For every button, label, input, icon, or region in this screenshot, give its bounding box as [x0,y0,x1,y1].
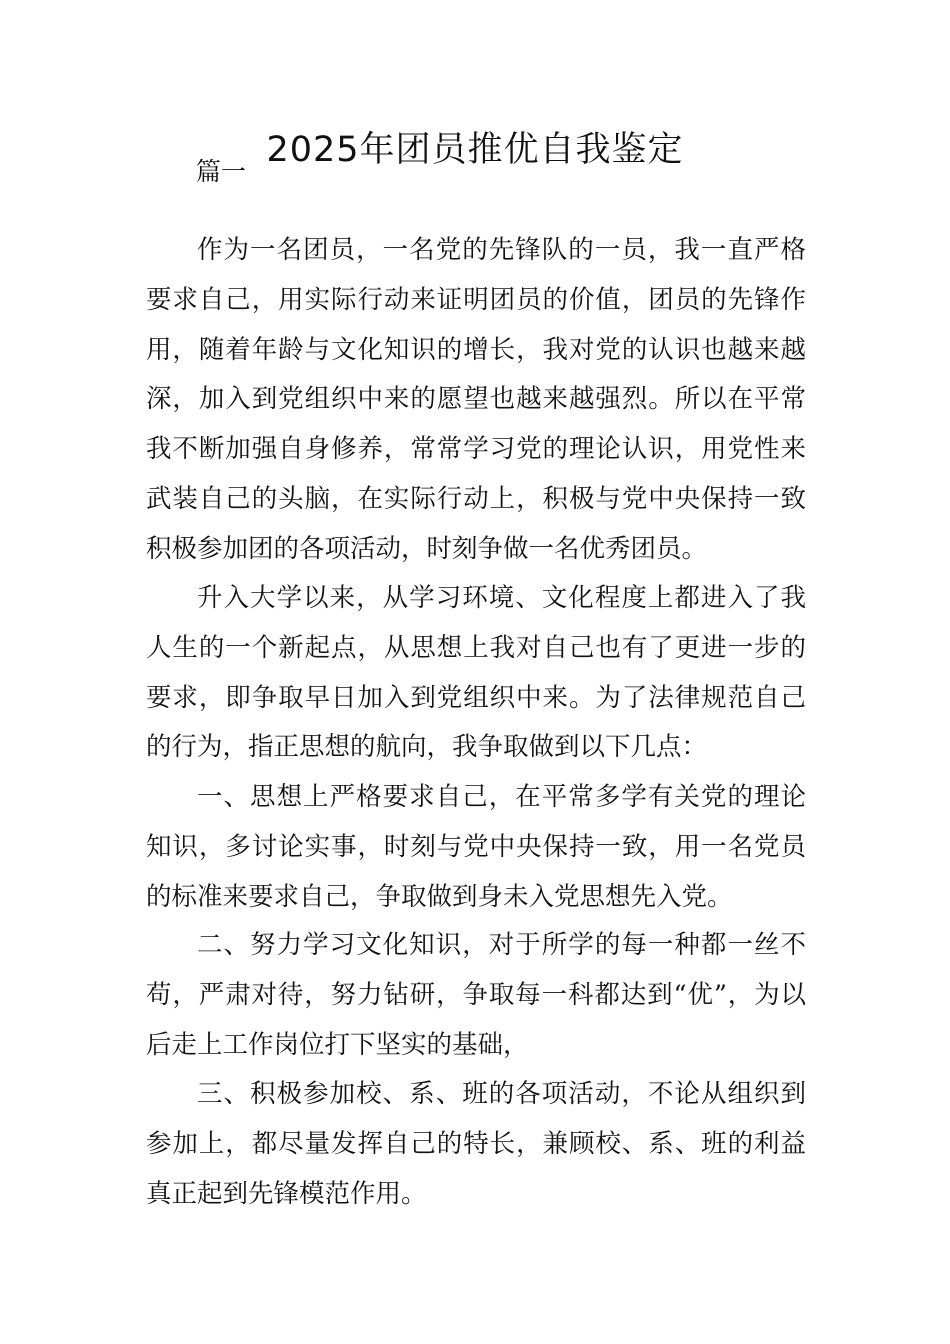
paragraph-5-block [146,1070,806,1219]
paragraph: 二、努力学习文化知识，对于所学的每一种都一丝不苟，严肃对待，努力钻研，争取每一科都达到“优”，为以后走上工作岗位打下坚实的基础， [146,930,806,1060]
section-label: 篇一 [196,157,247,186]
paragraph-1-block [146,226,806,575]
paragraph-3-block [146,773,806,922]
paragraph-4-block [146,921,806,1070]
paragraph: 升入大学以来，从学习环境、文化程度上都进入了我人生的一个新起点，从思想上我对自己也有了更进一步的要求，即争取早日加入到党组织中来。为了法律规范自己的行为，指正思想的航向，我争取做到以下几点： [146,583,806,763]
paragraph: 一、思想上严格要求自己，在平常多学有关党的理论知识，多讨论实事，时刻与党中央保持一致，用一名党员的标准来要求自己，争取做到身未入党思想先入党。 [146,782,806,912]
paragraph: 三、积极参加校、系、班的各项活动，不论从组织到参加上，都尽量发挥自己的特长，兼顾校、系、班的利益真正起到先锋模范作用。 [146,1079,806,1209]
paragraph-2-block [146,574,806,773]
paragraph: 作为一名团员，一名党的先锋队的一员，我一直严格要求自己，用实际行动来证明团员的价值，团员的先锋作用，随着年龄与文化知识的增长，我对党的认识也越来越深，加入到党组织中来的愿望也越来越强烈。所以在平常我不断加强自身修养，常常学习党的理论认识，用党性来武装自己的头脑，在实际行动上，积极与党中央保持一致积极参加团的各项活动，时刻争做一名优秀团员。 [146,235,806,564]
document-title: 2025年团员推优自我鉴定 [266,130,684,170]
